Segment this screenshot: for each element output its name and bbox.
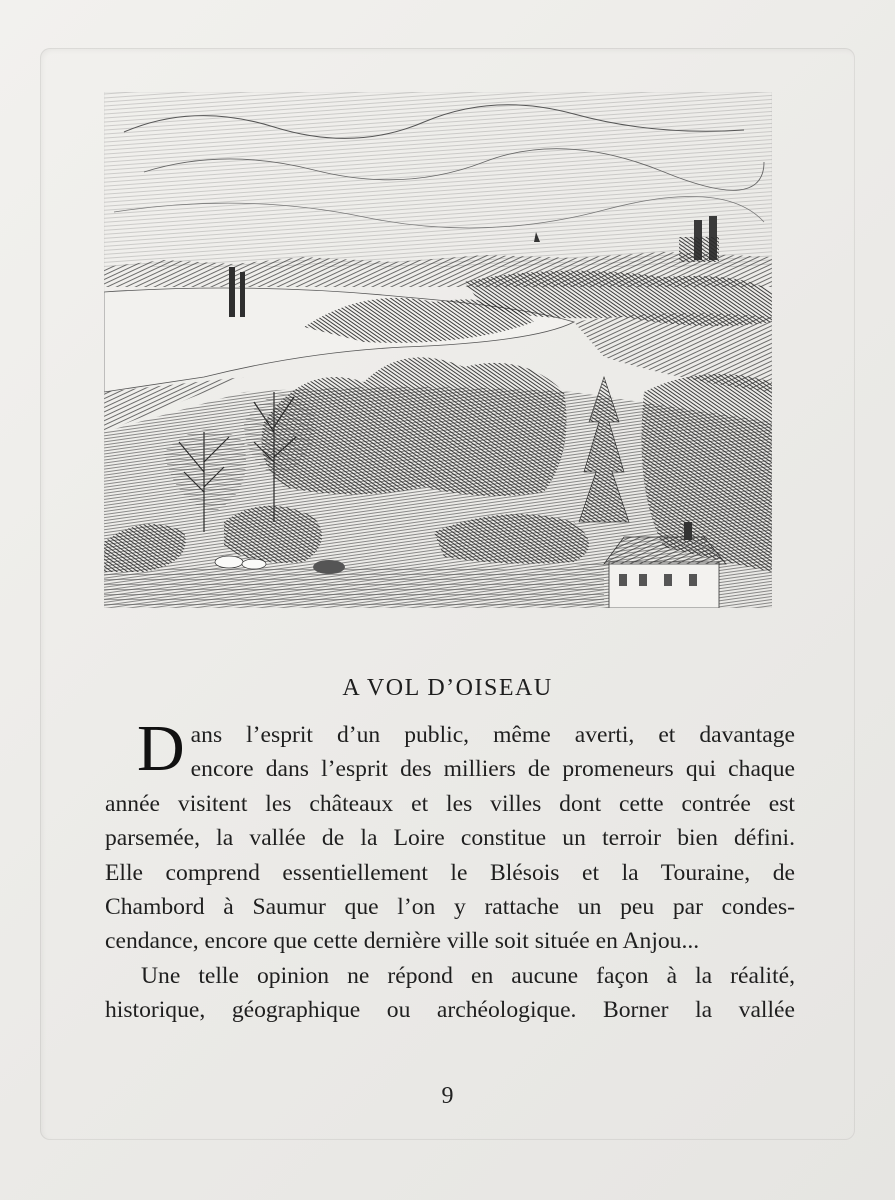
text-line: Chambord à Saumur que l’on y rattache un peu par condes- <box>105 894 795 921</box>
text-line: Une telle opinion ne répond en aucune façon à la réalité, <box>141 962 795 989</box>
text-line: parsemée, la vallée de la Loire constitue un terroir bien défini. <box>105 825 795 852</box>
chapter-title: A VOL D’OISEAU <box>342 675 553 701</box>
landscape-etching-illustration <box>104 92 772 608</box>
body-text <box>105 712 795 1028</box>
text-line: historique, géographique ou archéologique. Borner la vallée <box>105 997 795 1024</box>
page-number: 9 <box>441 1083 454 1109</box>
text-line: année visitent les châteaux et les villes dont cette contrée est <box>105 790 795 817</box>
text-line: Elle comprend essentiellement le Blésois et la Touraine, de <box>105 859 795 886</box>
text-line: encore dans l’esprit des milliers de promeneurs qui chaque <box>190 756 795 783</box>
text-line: ans l’esprit d’un public, même averti, et davantage <box>190 722 795 748</box>
drop-cap: D <box>137 712 185 785</box>
text-line: cendance, encore que cette dernière ville soit située en Anjou... <box>105 928 700 955</box>
